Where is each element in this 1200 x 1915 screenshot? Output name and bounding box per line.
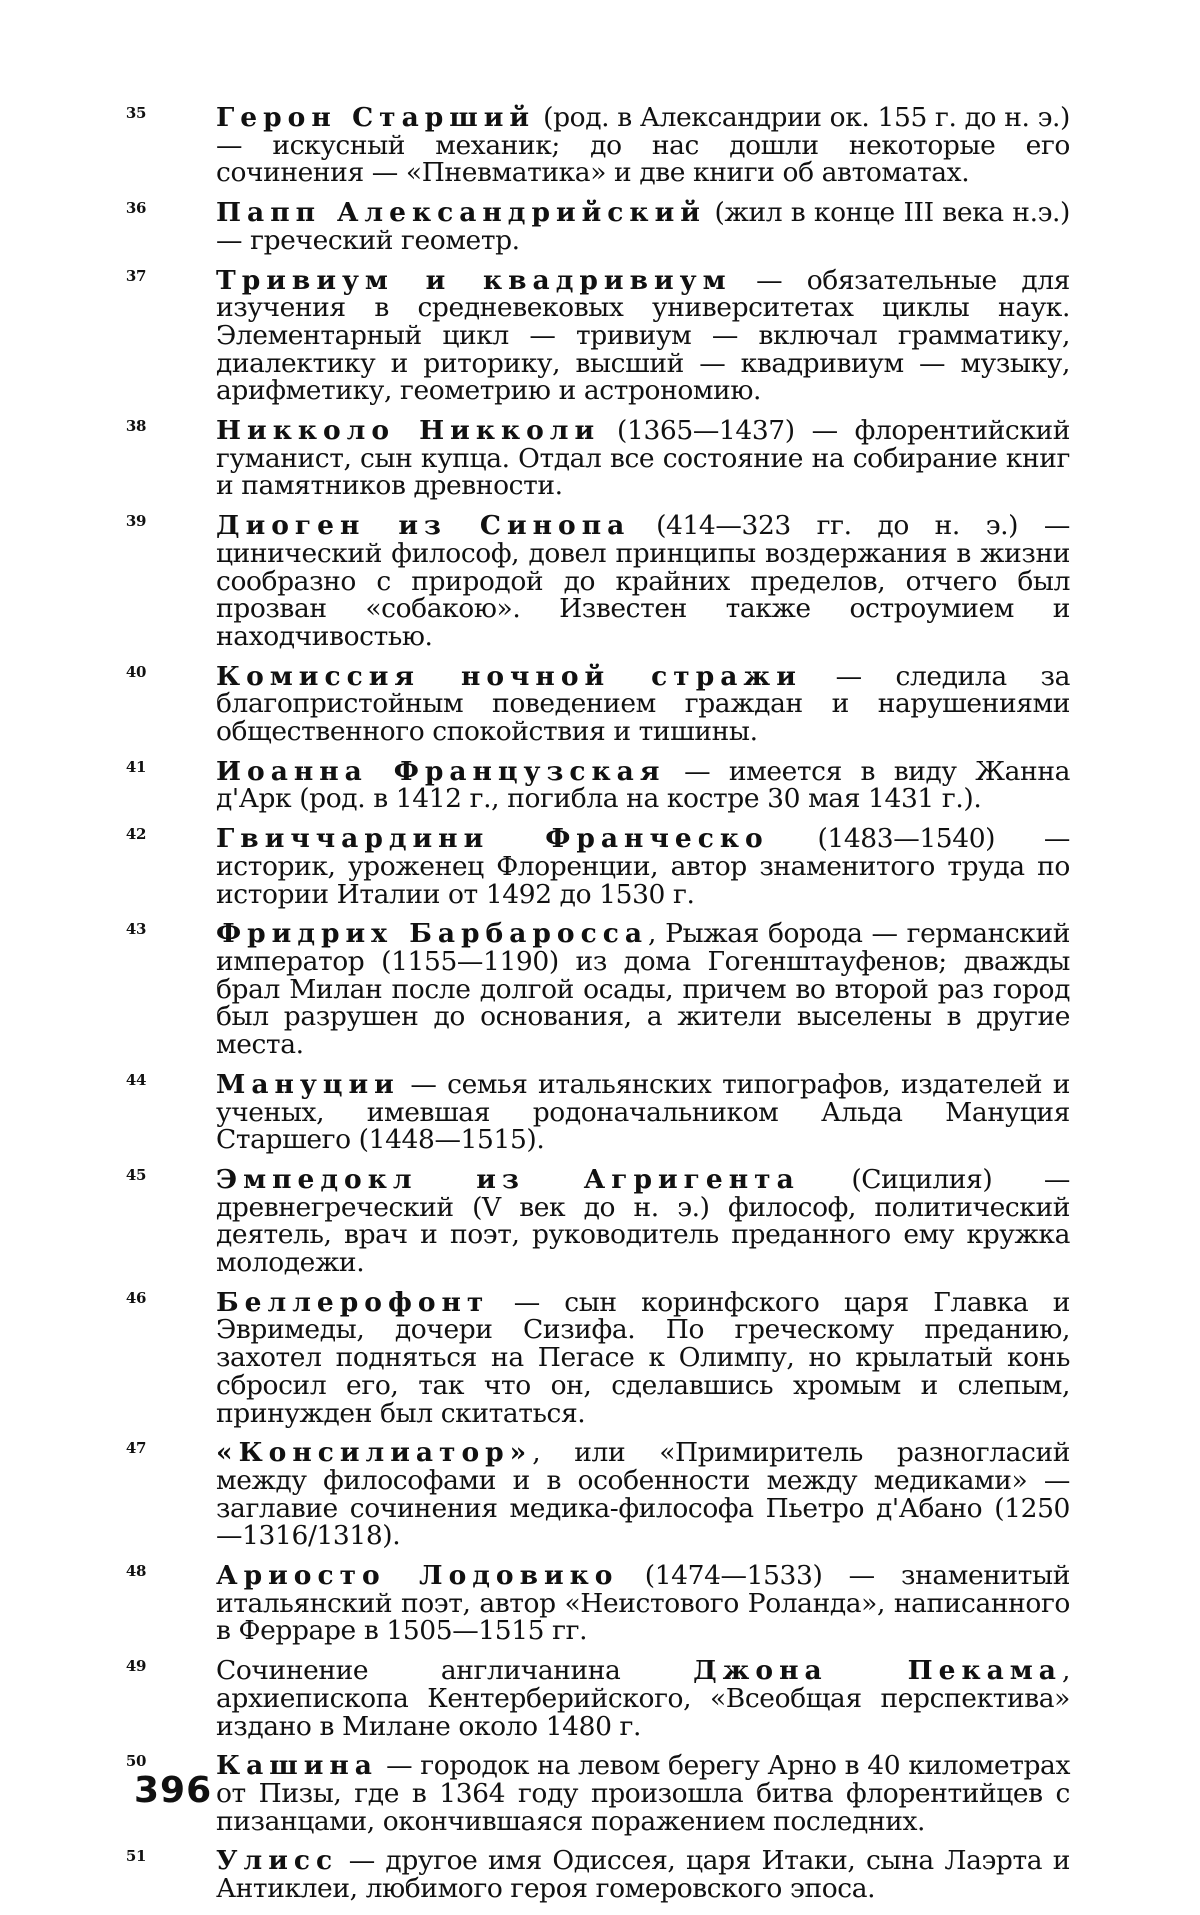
footnote-50 xyxy=(140,1752,1070,1835)
footnote-term: Беллерофонт xyxy=(216,1287,489,1318)
footnote-number: 49 xyxy=(124,1653,146,1681)
footnote-term: Кашина xyxy=(216,1750,378,1781)
footnote-45 xyxy=(140,1166,1070,1277)
footnote-term: «Консилиатор» xyxy=(216,1437,532,1468)
footnote-number: 42 xyxy=(124,821,146,849)
footnote-35 xyxy=(140,104,1070,187)
footnote-number: 45 xyxy=(124,1162,146,1190)
footnote-term: Фридрих Барбаросса xyxy=(216,918,648,949)
footnote-number: 36 xyxy=(124,195,146,223)
footnote-text: (1474—1533) — знаменитый итальянский поэт, автор «Неистового Роланда», написанного в Ферраре в 1505—1515 гг. xyxy=(216,1560,1070,1646)
footnote-number: 47 xyxy=(124,1435,146,1463)
footnote-term: Ариосто Лодовико xyxy=(216,1560,618,1591)
footnote-number: 37 xyxy=(124,263,146,291)
footnote-text: — городок на левом берегу Арно в 40 километрах от Пизы, где в 1364 году произошла битва флорентийцев с пизанцами, окончившаяся поражением последних. xyxy=(216,1750,1070,1836)
footnote-text: — имеется в виду Жанна д'Арк (род. в 1412 г., погибла на костре 30 мая 1431 г.). xyxy=(216,756,1070,815)
footnote-46 xyxy=(140,1289,1070,1428)
footnote-term: Папп Александрийский xyxy=(216,197,706,228)
footnote-term: Иоанна Французская xyxy=(216,756,665,787)
footnote-text: (1483—1540) — историк, уроженец Флоренции, автор знаменитого труда по истории Италии от 1492 до 1530 г. xyxy=(216,823,1070,909)
footnote-number: 51 xyxy=(124,1843,146,1871)
footnote-number: 44 xyxy=(124,1067,146,1095)
footnote-number: 50 xyxy=(124,1748,146,1776)
footnote-number: 46 xyxy=(124,1285,146,1313)
footnote-37 xyxy=(140,267,1070,406)
footnote-text: , Рыжая борода — германский император (1155—1190) из дома Гогенштауфенов; дважды брал Милан после долгой осады, причем во второй раз город был разрушен до основания, а жители выселены в другие места. xyxy=(216,918,1070,1060)
footnote-49 xyxy=(140,1657,1070,1740)
page-number: 396 xyxy=(134,1770,212,1811)
footnote-text: (род. в Александрии ок. 155 г. до н. э.) — искусный механик; до нас дошли некоторые его сочинения — «Пневматика» и две книги об автоматах. xyxy=(216,102,1070,188)
footnote-term: Тривиум и квадривиум xyxy=(216,265,732,296)
footnote-42 xyxy=(140,825,1070,908)
footnote-text: (жил в конце III века н.э.) — греческий геометр. xyxy=(216,197,1070,256)
notes-list xyxy=(140,104,1070,1915)
footnote-number: 35 xyxy=(124,100,146,128)
footnote-term: Улисс xyxy=(216,1845,338,1876)
footnote-44 xyxy=(140,1071,1070,1154)
footnote-term: Эмпедокл из Агригента xyxy=(216,1164,800,1195)
footnote-47 xyxy=(140,1439,1070,1550)
footnote-prefix: Сочинение англичанина xyxy=(216,1655,693,1686)
footnote-term: Гвиччардини Франческо xyxy=(216,823,769,854)
footnote-number: 48 xyxy=(124,1558,146,1586)
footnote-38 xyxy=(140,417,1070,500)
footnote-48 xyxy=(140,1562,1070,1645)
footnote-text: (414—323 гг. до н. э.) — цинический философ, довел принципы воздержания в жизни сообразно с природой до крайних пределов, отчего был прозван «собакою». Известен также остроумием и находчивостью. xyxy=(216,510,1070,652)
footnote-term: Никколо Никколи xyxy=(216,415,600,446)
footnote-text: (1365—1437) — флорентийский гуманист, сын купца. Отдал все состояние на собирание книг и памятников древности. xyxy=(216,415,1070,501)
footnote-text: — сын коринфского царя Главка и Эвримеды, дочери Сизифа. По греческому преданию, захотел подняться на Пегасе к Олимпу, но крылатый конь сбросил его, так что он, сделавшись хромым и слепым, принужден был скитаться. xyxy=(216,1287,1070,1429)
footnote-40 xyxy=(140,663,1070,746)
footnote-number: 39 xyxy=(124,508,146,536)
footnote-text: — семья итальянских типографов, издателей и ученых, имевшая родоначальником Альда Мануция Старшего (1448—1515). xyxy=(216,1069,1070,1155)
footnote-text: , или «Примиритель разногласий между философами и в особенности между медиками» — заглавие сочинения медика-философа Пьетро д'Абано (1250—1316/1318). xyxy=(216,1437,1070,1551)
footnote-text: , архиепископа Кентерберийского, «Всеобщая перспектива» издано в Милане около 1480 г. xyxy=(216,1655,1070,1741)
footnote-43 xyxy=(140,920,1070,1059)
footnote-term: Комиссия ночной стражи xyxy=(216,661,802,692)
footnote-term: Герон Старший xyxy=(216,102,535,133)
footnote-text: — обязательные для изучения в средневековых университетах циклы наук. Элементарный цикл — тривиум — включал грамматику, диалектику и риторику, высший — квадривиум — музыку, арифметику, геометрию и астрономию. xyxy=(216,265,1070,407)
footnote-41 xyxy=(140,758,1070,813)
footnote-number: 38 xyxy=(124,413,146,441)
footnote-36 xyxy=(140,199,1070,254)
footnote-number: 41 xyxy=(124,754,146,782)
footnote-text: — другое имя Одиссея, царя Итаки, сына Лаэрта и Антиклеи, любимого героя гомеровского эпоса. xyxy=(216,1845,1070,1904)
footnote-text: (Сицилия) — древнегреческий (V век до н. э.) философ, политический деятель, врач и поэт, руководитель преданного ему кружка молодежи. xyxy=(216,1164,1070,1278)
footnote-term: Джона Пекама xyxy=(693,1655,1062,1686)
footnote-text: — следила за благопристойным поведением граждан и нарушениями общественного спокойствия и тишины. xyxy=(216,661,1070,747)
footnote-number: 40 xyxy=(124,659,146,687)
footnote-39 xyxy=(140,512,1070,651)
footnote-number: 43 xyxy=(124,916,146,944)
footnote-term: Мануции xyxy=(216,1069,400,1100)
footnote-term: Диоген из Синопа xyxy=(216,510,630,541)
